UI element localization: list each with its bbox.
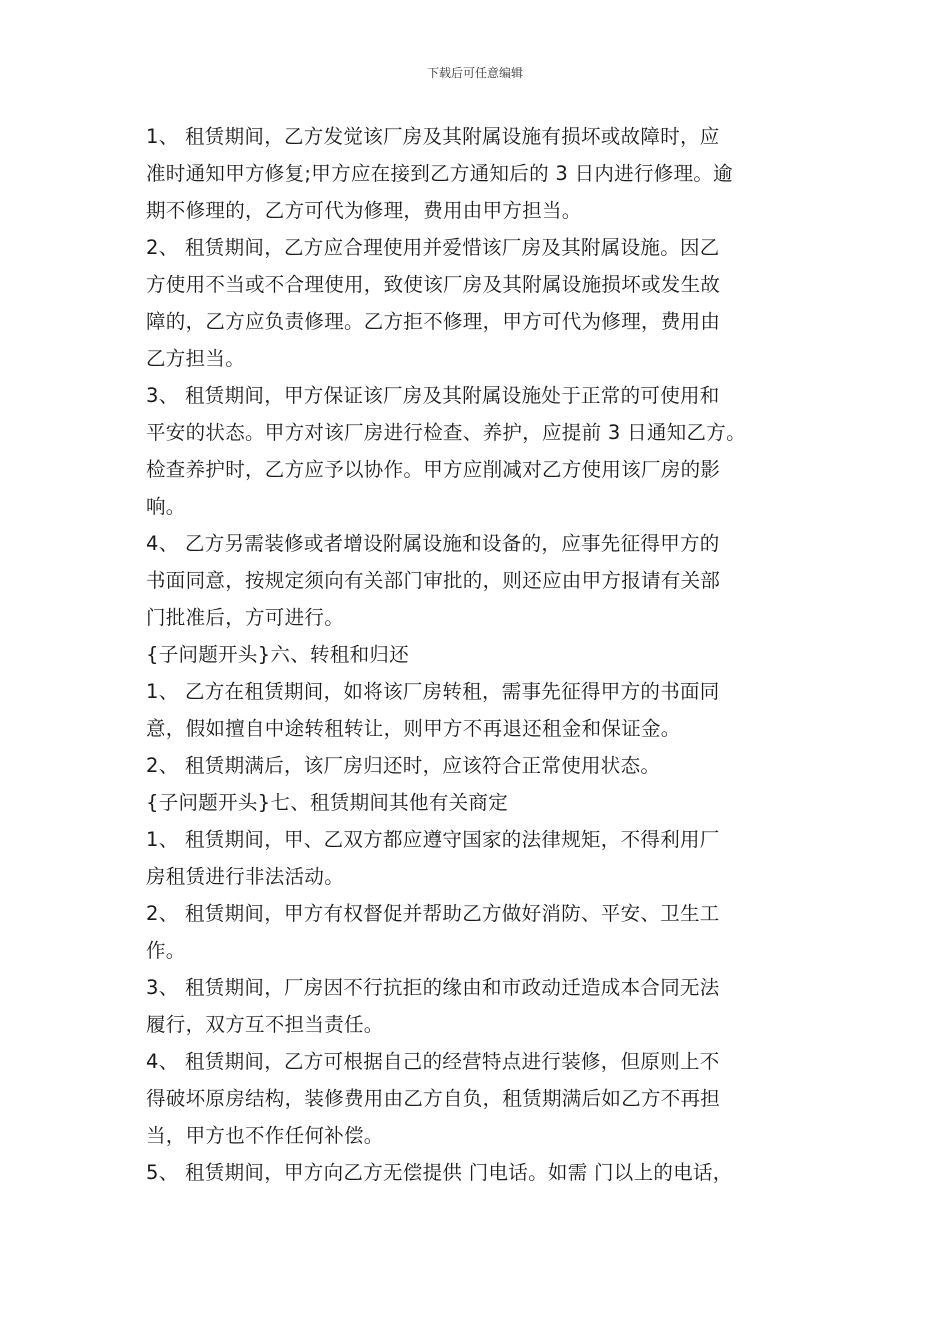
text-line: 乙方担当。 (146, 347, 246, 370)
text-line: 期不修理的，乙方可代为修理，费用由甲方担当。 (146, 199, 582, 222)
text-line: 3、 租赁期间，甲方保证该厂房及其附属设施处于正常的可使用和 (146, 384, 720, 407)
text-line: 2、 租赁期间，乙方应合理使用并爱惜该厂房及其附属设施。因乙 (146, 236, 720, 259)
text-line: 房租赁进行非法活动。 (146, 865, 345, 888)
text-line: 得破坏原房结构，装修费用由乙方自负，租赁期满后如乙方不再担 (146, 1087, 721, 1110)
text-line: 门批准后，方可进行。 (146, 606, 345, 629)
text-line: 1、 租赁期间，乙方发觉该厂房及其附属设施有损坏或故障时，应 (146, 125, 720, 148)
text-line: 履行，双方互不担当责任。 (146, 1013, 384, 1036)
text-line: 作。 (146, 939, 186, 962)
text-line: 方使用不当或不合理使用，致使该厂房及其附属设施损坏或发生故 (146, 273, 721, 296)
text-line: 当，甲方也不作任何补偿。 (146, 1124, 384, 1147)
text-line: 2、 租赁期满后，该厂房归还时，应该符合正常使用状态。 (146, 754, 661, 777)
text-line: 1、 租赁期间，甲、乙双方都应遵守国家的法律规矩，不得利用厂 (146, 828, 720, 851)
document-body (146, 118, 826, 1191)
section-heading: {子问题开头}六、转租和归还 (146, 643, 410, 666)
text-line: 3、 租赁期间，厂房因不行抗拒的缘由和市政动迁造成本合同无法 (146, 976, 720, 999)
text-line: 4、 乙方另需装修或者增设附属设施和设备的，应事先征得甲方的 (146, 532, 720, 555)
text-line: 书面同意，按规定须向有关部门审批的，则还应由甲方报请有关部 (146, 569, 721, 592)
text-line: 检查养护时，乙方应予以协作。甲方应削减对乙方使用该厂房的影 (146, 458, 721, 481)
text-line: 4、 租赁期间，乙方可根据自己的经营特点进行装修，但原则上不 (146, 1050, 720, 1073)
text-line: 1、 乙方在租赁期间，如将该厂房转租，需事先征得甲方的书面同 (146, 680, 720, 703)
text-line: 意，假如擅自中途转租转让，则甲方不再退还租金和保证金。 (146, 717, 681, 740)
text-line: 2、 租赁期间，甲方有权督促并帮助乙方做好消防、平安、卫生工 (146, 902, 720, 925)
header-note: 下载后可任意编辑 (426, 66, 523, 80)
text-line: 障的，乙方应负责修理。乙方拒不修理，甲方可代为修理，费用由 (146, 310, 721, 333)
text-line: 响。 (146, 495, 186, 518)
section-heading: {子问题开头}七、租赁期间其他有关商定 (146, 791, 509, 814)
text-line: 准时通知甲方修复;甲方应在接到乙方通知后的 3 日内进行修理。逾 (146, 162, 733, 185)
text-line: 平安的状态。甲方对该厂房进行检查、养护，应提前 3 日通知乙方。 (146, 421, 746, 444)
text-line: 5、 租赁期间，甲方向乙方无偿提供 门电话。如需 门以上的电话， (146, 1161, 733, 1184)
